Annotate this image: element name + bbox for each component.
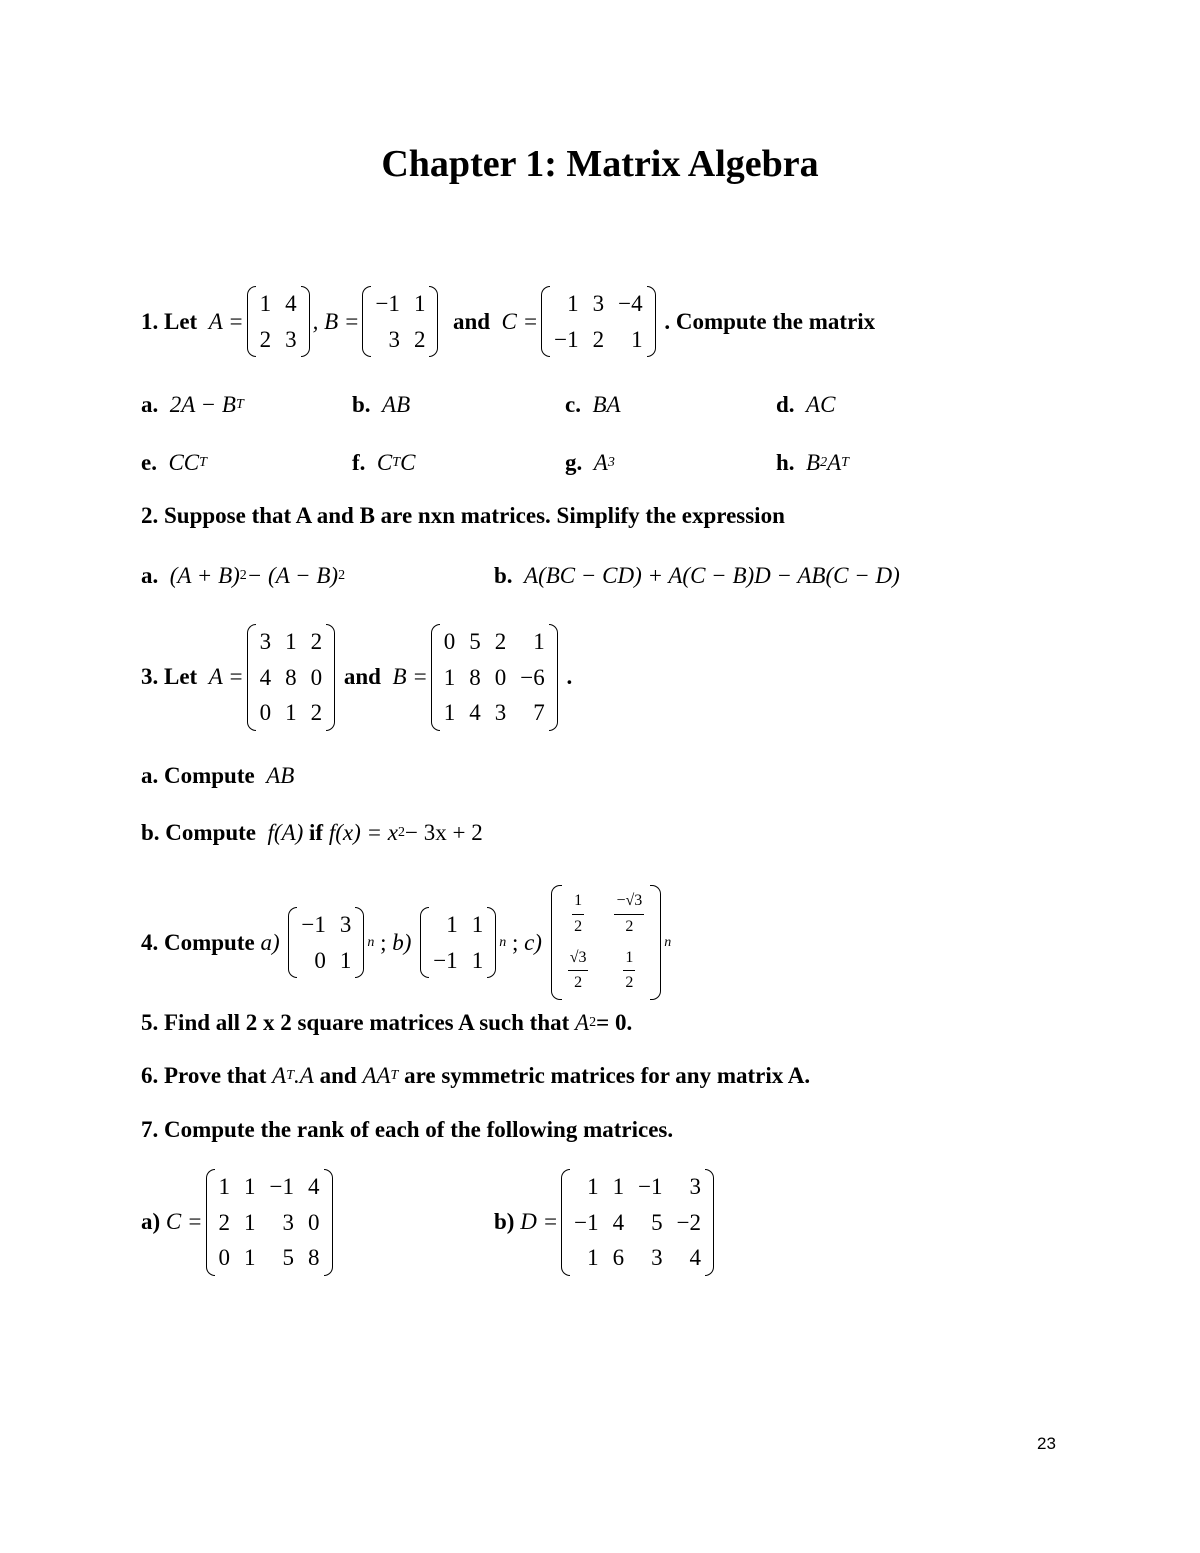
q1-part-sup: T bbox=[392, 455, 401, 470]
q1-part-sup: 3 bbox=[607, 455, 615, 470]
q7-b-label: b) bbox=[494, 1209, 515, 1235]
q2-part-b bbox=[494, 563, 900, 589]
matrix-entry: 1 bbox=[567, 291, 579, 316]
q3-number: 3. bbox=[141, 664, 159, 690]
matrix-entry: −1 bbox=[375, 291, 400, 316]
q4-a-exp: n bbox=[367, 934, 375, 950]
matrix-entry: 1 bbox=[612, 1174, 625, 1199]
q3-let: Let bbox=[164, 664, 198, 690]
matrix-entry: −1 bbox=[301, 911, 326, 937]
q7-part-a bbox=[141, 1169, 336, 1276]
matrix-entry: 3 bbox=[592, 291, 605, 316]
question-5 bbox=[141, 1010, 632, 1036]
q1-part bbox=[776, 450, 849, 476]
matrix-entry: 8 bbox=[469, 664, 481, 690]
q6-s2: T bbox=[390, 1068, 399, 1083]
page-title: Chapter 1: Matrix Algebra bbox=[381, 143, 819, 185]
q1-part-label: h. bbox=[776, 450, 795, 475]
question-6 bbox=[141, 1063, 810, 1089]
matrix-entry: 5 bbox=[469, 629, 481, 654]
q1-part-label: e. bbox=[141, 450, 157, 475]
q6-e1: A bbox=[272, 1063, 287, 1088]
q1-a-label: A = bbox=[208, 308, 244, 334]
q6-text1: Prove that bbox=[164, 1063, 267, 1088]
q6-s1: T bbox=[286, 1068, 295, 1083]
q1-part-sup2: T bbox=[841, 455, 849, 470]
q1-part bbox=[352, 392, 410, 418]
q1-part-sup: T bbox=[199, 455, 207, 470]
q2-text: Suppose that A and B are nxn matrices. Simplify the expression bbox=[164, 503, 785, 528]
matrix-entry: 2 bbox=[259, 326, 272, 352]
q4-matrix-c bbox=[551, 885, 662, 1000]
q6-e1b: .A bbox=[294, 1063, 314, 1088]
q3-part-a bbox=[141, 763, 294, 789]
q7-matrix-d bbox=[561, 1169, 714, 1276]
q4-c-label: c) bbox=[524, 929, 542, 955]
matrix-entry: 1 bbox=[446, 911, 458, 937]
matrix-entry: 0 bbox=[308, 1209, 320, 1235]
matrix-entry: 1 bbox=[259, 291, 272, 316]
q5-number: 5. bbox=[141, 1010, 159, 1035]
matrix-entry: 0 bbox=[259, 700, 272, 726]
q3-b-sup: 2 bbox=[398, 825, 406, 840]
q4-sep-1: ; bbox=[380, 929, 387, 955]
q7-number: 7. bbox=[141, 1117, 159, 1142]
matrix-entry: 2 bbox=[592, 326, 605, 352]
matrix-entry: 0 bbox=[443, 629, 456, 654]
q2-a-sup1: 2 bbox=[239, 568, 247, 583]
matrix-entry: −4 bbox=[618, 291, 643, 316]
q1-part-expr: AC bbox=[806, 392, 836, 417]
q4-matrix-b bbox=[420, 907, 496, 978]
matrix-entry: −1 bbox=[574, 1209, 599, 1235]
matrix-b bbox=[362, 286, 438, 357]
matrix-entry: 4 bbox=[308, 1174, 320, 1199]
q6-and: and bbox=[319, 1063, 357, 1088]
matrix-entry: 1 bbox=[533, 629, 545, 654]
q2-number: 2. bbox=[141, 503, 159, 528]
matrix-entry: 0 bbox=[310, 664, 323, 690]
q1-part-expr: CC bbox=[168, 450, 200, 475]
q3-b-fx: f(x) = x bbox=[328, 820, 399, 845]
matrix-entry: 1 bbox=[631, 326, 643, 352]
matrix-entry: 1 bbox=[443, 664, 456, 690]
matrix-a bbox=[247, 286, 310, 357]
q1-part-expr: BA bbox=[592, 392, 621, 417]
matrix-entry: −6 bbox=[520, 664, 545, 690]
q4-c-r1c2: $\frac{-√3}{2}$ bbox=[614, 889, 644, 940]
q3-a-text: Compute bbox=[164, 763, 255, 788]
matrix-entry: 1 bbox=[471, 947, 484, 973]
question-3 bbox=[141, 624, 572, 731]
matrix-entry: 0 bbox=[218, 1245, 231, 1271]
q4-c-r1c1: $\frac{1}{2}$ bbox=[568, 889, 589, 940]
matrix-entry: 4 bbox=[689, 1245, 702, 1271]
q7-a-label: a) bbox=[141, 1209, 161, 1235]
q1-number: 1. bbox=[141, 308, 159, 334]
q4-c-r2c1: $\frac{√3}{2}$ bbox=[568, 946, 589, 997]
matrix-entry: −2 bbox=[676, 1209, 702, 1235]
q5-expr: A bbox=[575, 1010, 590, 1035]
question-7 bbox=[141, 1117, 673, 1143]
matrix-entry: 1 bbox=[339, 947, 352, 973]
q2-part-a bbox=[141, 563, 345, 589]
q7-d-label: D = bbox=[520, 1209, 559, 1235]
q1-part bbox=[141, 392, 244, 418]
q2-b-label: b. bbox=[494, 563, 513, 588]
q4-c-exp: n bbox=[664, 934, 672, 950]
matrix-entry: 3 bbox=[339, 911, 352, 937]
q3-part-b bbox=[141, 820, 483, 846]
matrix-entry: 6 bbox=[612, 1245, 625, 1271]
q4-sep-2: ; bbox=[511, 929, 519, 955]
q1-part-expr: B bbox=[806, 450, 821, 475]
q3-a-part-label: a. bbox=[141, 763, 159, 788]
q2-b-expr: A(BC − CD) + A(C − B)D − AB(C − D) bbox=[524, 563, 900, 588]
q6-number: 6. bbox=[141, 1063, 159, 1088]
q7-text: Compute the rank of each of the following matrices. bbox=[164, 1117, 674, 1142]
q1-tail: . Compute the matrix bbox=[664, 308, 876, 334]
matrix-entry: 1 bbox=[244, 1174, 256, 1199]
matrix-entry: 3 bbox=[689, 1174, 702, 1199]
matrix-entry: 7 bbox=[533, 700, 545, 726]
q1-let: Let bbox=[164, 308, 198, 334]
q3-b-label: B = bbox=[392, 664, 428, 690]
matrix-entry: 1 bbox=[244, 1209, 256, 1235]
q3-b-if: if bbox=[309, 820, 324, 845]
q1-part bbox=[565, 450, 615, 476]
matrix-entry: 1 bbox=[285, 700, 297, 726]
matrix-entry: 1 bbox=[587, 1245, 599, 1271]
matrix-entry: 8 bbox=[285, 664, 297, 690]
matrix-entry: 1 bbox=[471, 911, 484, 937]
q7-c-label: C = bbox=[165, 1209, 203, 1235]
matrix-entry: 3 bbox=[388, 326, 400, 352]
question-1 bbox=[141, 286, 875, 357]
q4-number: 4. bbox=[141, 929, 159, 955]
q2-a-mid: − (A − B) bbox=[246, 563, 339, 588]
q1-part-tail: C bbox=[400, 450, 416, 475]
matrix-entry: 4 bbox=[285, 291, 297, 316]
matrix-entry: 1 bbox=[587, 1174, 599, 1199]
q3-b-fa: f(A) bbox=[267, 820, 304, 845]
q3-b-part-label: b. bbox=[141, 820, 160, 845]
q6-e2: AA bbox=[362, 1063, 391, 1088]
matrix-entry: 0 bbox=[314, 947, 326, 973]
q1-c-label: C = bbox=[501, 308, 539, 334]
matrix-entry: −1 bbox=[269, 1174, 295, 1199]
matrix-entry: 1 bbox=[244, 1245, 256, 1271]
question-4 bbox=[141, 885, 671, 1000]
q3-matrix-b bbox=[431, 624, 558, 731]
q1-part-label: c. bbox=[565, 392, 581, 417]
q1-part-label: b. bbox=[352, 392, 371, 417]
matrix-entry: −1 bbox=[638, 1174, 663, 1199]
matrix-entry: 1 bbox=[413, 291, 426, 316]
page-number: 23 bbox=[1037, 1434, 1056, 1453]
matrix-c bbox=[541, 286, 655, 357]
matrix-entry: 3 bbox=[494, 700, 507, 726]
q2-a-label: a. bbox=[141, 563, 159, 588]
q5-tail: = 0. bbox=[596, 1010, 633, 1035]
q3-b-rest: − 3x + 2 bbox=[405, 820, 483, 845]
q7-matrix-c bbox=[206, 1169, 333, 1276]
matrix-entry: 3 bbox=[259, 629, 272, 654]
q1-part bbox=[352, 450, 415, 476]
q3-and: and bbox=[343, 664, 381, 690]
matrix-entry: 3 bbox=[285, 326, 297, 352]
matrix-entry: 4 bbox=[469, 700, 481, 726]
q1-part-expr: A bbox=[593, 450, 608, 475]
q1-part-label: d. bbox=[776, 392, 795, 417]
q1-part-label: a. bbox=[141, 392, 159, 417]
matrix-entry: −1 bbox=[554, 326, 579, 352]
q1-part-label: f. bbox=[352, 450, 366, 475]
matrix-entry: 3 bbox=[282, 1209, 295, 1235]
matrix-entry: 8 bbox=[308, 1245, 320, 1271]
matrix-entry: 5 bbox=[282, 1245, 295, 1271]
matrix-entry: 0 bbox=[494, 664, 507, 690]
question-2 bbox=[141, 503, 785, 529]
q1-and: and bbox=[452, 308, 491, 334]
matrix-entry: 1 bbox=[218, 1174, 231, 1199]
q6-text2: are symmetric matrices for any matrix A. bbox=[404, 1063, 811, 1088]
matrix-entry: 1 bbox=[443, 700, 456, 726]
matrix-entry: −1 bbox=[433, 947, 458, 973]
q1-part bbox=[565, 392, 621, 418]
q3-tail: . bbox=[566, 664, 573, 690]
q1-part bbox=[776, 392, 835, 418]
q2-a-expr1: (A + B) bbox=[169, 563, 240, 588]
q3-a-label: A = bbox=[208, 664, 244, 690]
q4-a-label: a) bbox=[260, 929, 280, 955]
q4-b-label: b) bbox=[392, 929, 412, 955]
matrix-entry: 2 bbox=[218, 1209, 231, 1235]
q1-part bbox=[141, 450, 207, 476]
matrix-entry: 4 bbox=[612, 1209, 625, 1235]
q1-part-tail: A bbox=[827, 450, 842, 475]
q7-part-b bbox=[494, 1169, 717, 1276]
matrix-entry: 2 bbox=[413, 326, 426, 352]
q5-text: Find all 2 x 2 square matrices A such that bbox=[164, 1010, 570, 1035]
matrix-entry: 5 bbox=[651, 1209, 663, 1235]
q4-matrix-a bbox=[288, 907, 364, 978]
q4-text: Compute bbox=[164, 929, 255, 955]
q1-part-sup: 2 bbox=[820, 455, 828, 470]
q1-b-label: , B = bbox=[312, 308, 360, 334]
matrix-entry: 2 bbox=[310, 700, 323, 726]
q4-b-exp: n bbox=[499, 934, 507, 950]
matrix-entry: 2 bbox=[494, 629, 507, 654]
q1-part-label: g. bbox=[565, 450, 583, 475]
q1-part-expr: 2A − B bbox=[169, 392, 236, 417]
matrix-entry: 4 bbox=[259, 664, 272, 690]
q1-part-expr: AB bbox=[382, 392, 411, 417]
matrix-entry: 3 bbox=[651, 1245, 663, 1271]
q3-a-expr: AB bbox=[266, 763, 295, 788]
q1-part-expr: C bbox=[376, 450, 393, 475]
q3-matrix-a bbox=[247, 624, 336, 731]
q1-part-sup: T bbox=[235, 397, 244, 412]
q5-sup: 2 bbox=[589, 1015, 597, 1030]
q2-a-sup2: 2 bbox=[338, 568, 346, 583]
matrix-entry: 1 bbox=[285, 629, 297, 654]
matrix-entry: 2 bbox=[310, 629, 323, 654]
q4-c-r2c2: $\frac{1}{2}$ bbox=[614, 946, 644, 997]
q3-b-text: Compute bbox=[165, 820, 257, 845]
